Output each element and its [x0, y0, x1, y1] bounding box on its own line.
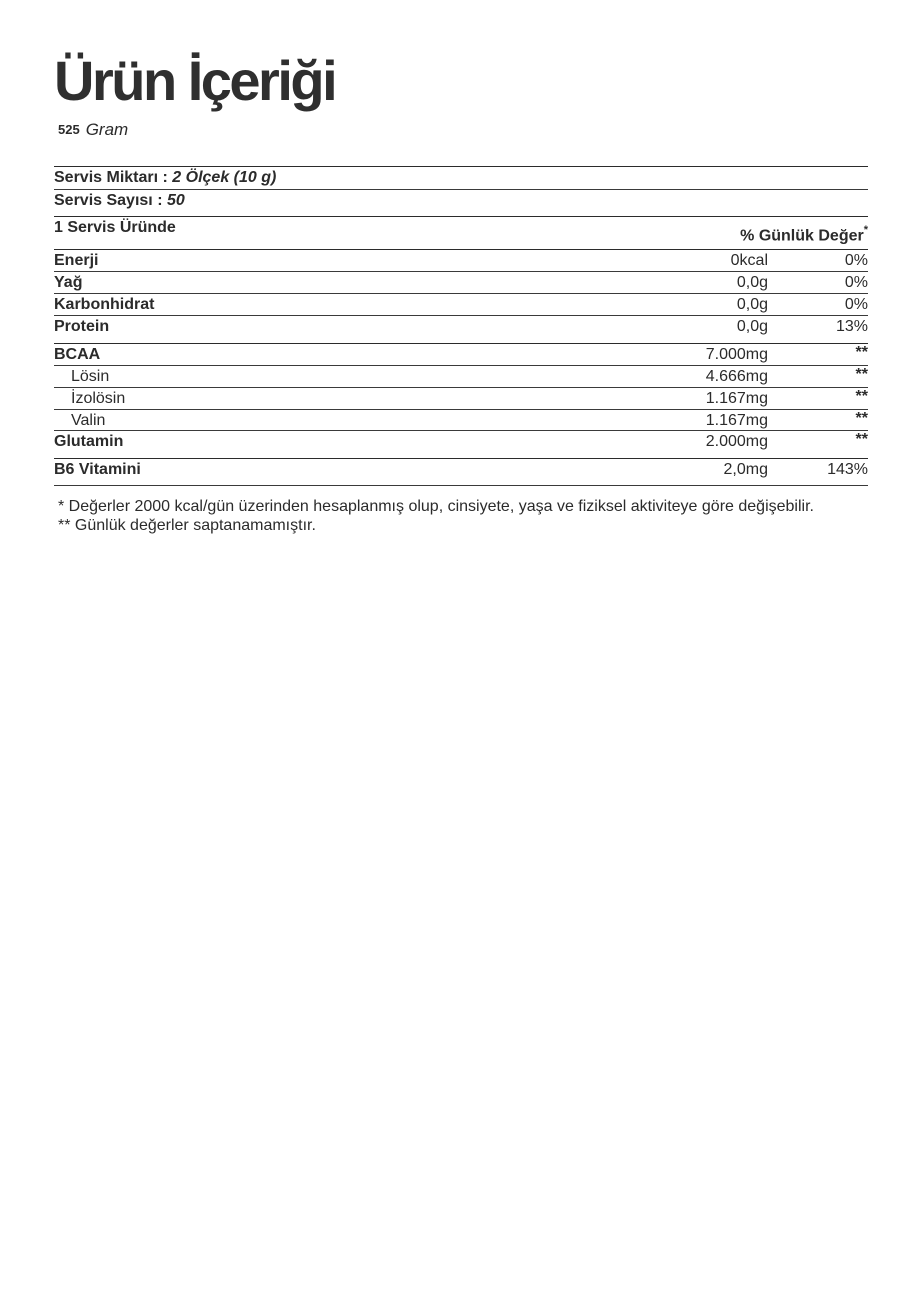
- nutrient-amount: 2,0mg: [723, 461, 768, 478]
- nutrient-amount: 0,0g: [736, 318, 768, 335]
- net-weight-value: 525: [58, 122, 80, 137]
- nutrient-name: İzolösin: [71, 390, 126, 407]
- daily-value-header: % Günlük Değer*: [740, 223, 868, 244]
- table-row: [54, 315, 868, 343]
- serving-size-row: [54, 166, 868, 189]
- nutrient-name: Protein: [54, 318, 110, 335]
- nutrient-name: Karbonhidrat: [54, 296, 155, 313]
- nutrient-daily-value: 0%: [844, 274, 868, 291]
- footnote-not-established: ** Günlük değerler saptanamamıştır.: [58, 517, 316, 534]
- serving-count-row: [54, 189, 868, 216]
- nutrient-daily-value: **: [855, 344, 868, 361]
- footnotes: [58, 497, 814, 535]
- nutrient-name: Yağ: [54, 274, 83, 291]
- nutrient-amount: 0,0g: [736, 296, 768, 313]
- table-header-row: [54, 216, 868, 249]
- nutrient-amount: 0,0g: [736, 274, 768, 291]
- serving-size-value: 2 Ölçek (10 g): [172, 169, 277, 186]
- nutrient-daily-value: **: [855, 431, 868, 448]
- table-row: [54, 387, 868, 409]
- serving-count-label: Servis Sayısı :: [54, 192, 167, 209]
- table-row: [54, 409, 868, 430]
- per-serving-header: 1 Servis Üründe: [54, 219, 176, 236]
- nutrient-daily-value: 0%: [844, 252, 868, 269]
- nutrient-name: Glutamin: [54, 433, 124, 450]
- table-row: [54, 365, 868, 387]
- serving-size-label: Servis Miktarı :: [54, 169, 173, 186]
- nutrient-name: BCAA: [54, 346, 101, 363]
- table-row: [54, 249, 868, 271]
- table-row: [54, 430, 868, 458]
- daily-value-footnote-mark: *: [863, 223, 868, 236]
- nutrient-amount: 1.167mg: [705, 412, 768, 429]
- nutrient-daily-value: **: [855, 366, 868, 383]
- nutrient-name: Enerji: [54, 252, 99, 269]
- net-weight-unit: Gram: [85, 120, 129, 139]
- net-weight: [58, 120, 128, 141]
- footnote-daily-value: * Değerler 2000 kcal/gün üzerinden hesaplanmış olup, cinsiyete, yaşa ve fiziksel aktiviteye göre değişebilir.: [58, 498, 814, 515]
- nutrient-daily-value: 143%: [827, 461, 868, 478]
- table-row: [54, 458, 868, 486]
- nutrient-amount: 2.000mg: [705, 433, 768, 450]
- nutrient-daily-value: 13%: [835, 318, 868, 335]
- nutrition-table: [54, 166, 868, 486]
- nutrient-name: Valin: [71, 412, 106, 429]
- nutrient-name: B6 Vitamini: [54, 461, 141, 478]
- page-title: Ürün İçeriği: [54, 49, 336, 112]
- table-row: [54, 271, 868, 293]
- nutrient-amount: 1.167mg: [705, 390, 768, 407]
- nutrient-amount: 0kcal: [730, 252, 768, 269]
- nutrient-amount: 7.000mg: [705, 346, 768, 363]
- table-row: [54, 293, 868, 315]
- table-row: [54, 343, 868, 365]
- nutrient-daily-value: **: [855, 410, 868, 427]
- nutrient-daily-value: **: [855, 388, 868, 405]
- nutrient-daily-value: 0%: [844, 296, 868, 313]
- nutrient-amount: 4.666mg: [705, 368, 768, 385]
- serving-count-value: 50: [166, 192, 185, 209]
- nutrient-name: Lösin: [71, 368, 110, 385]
